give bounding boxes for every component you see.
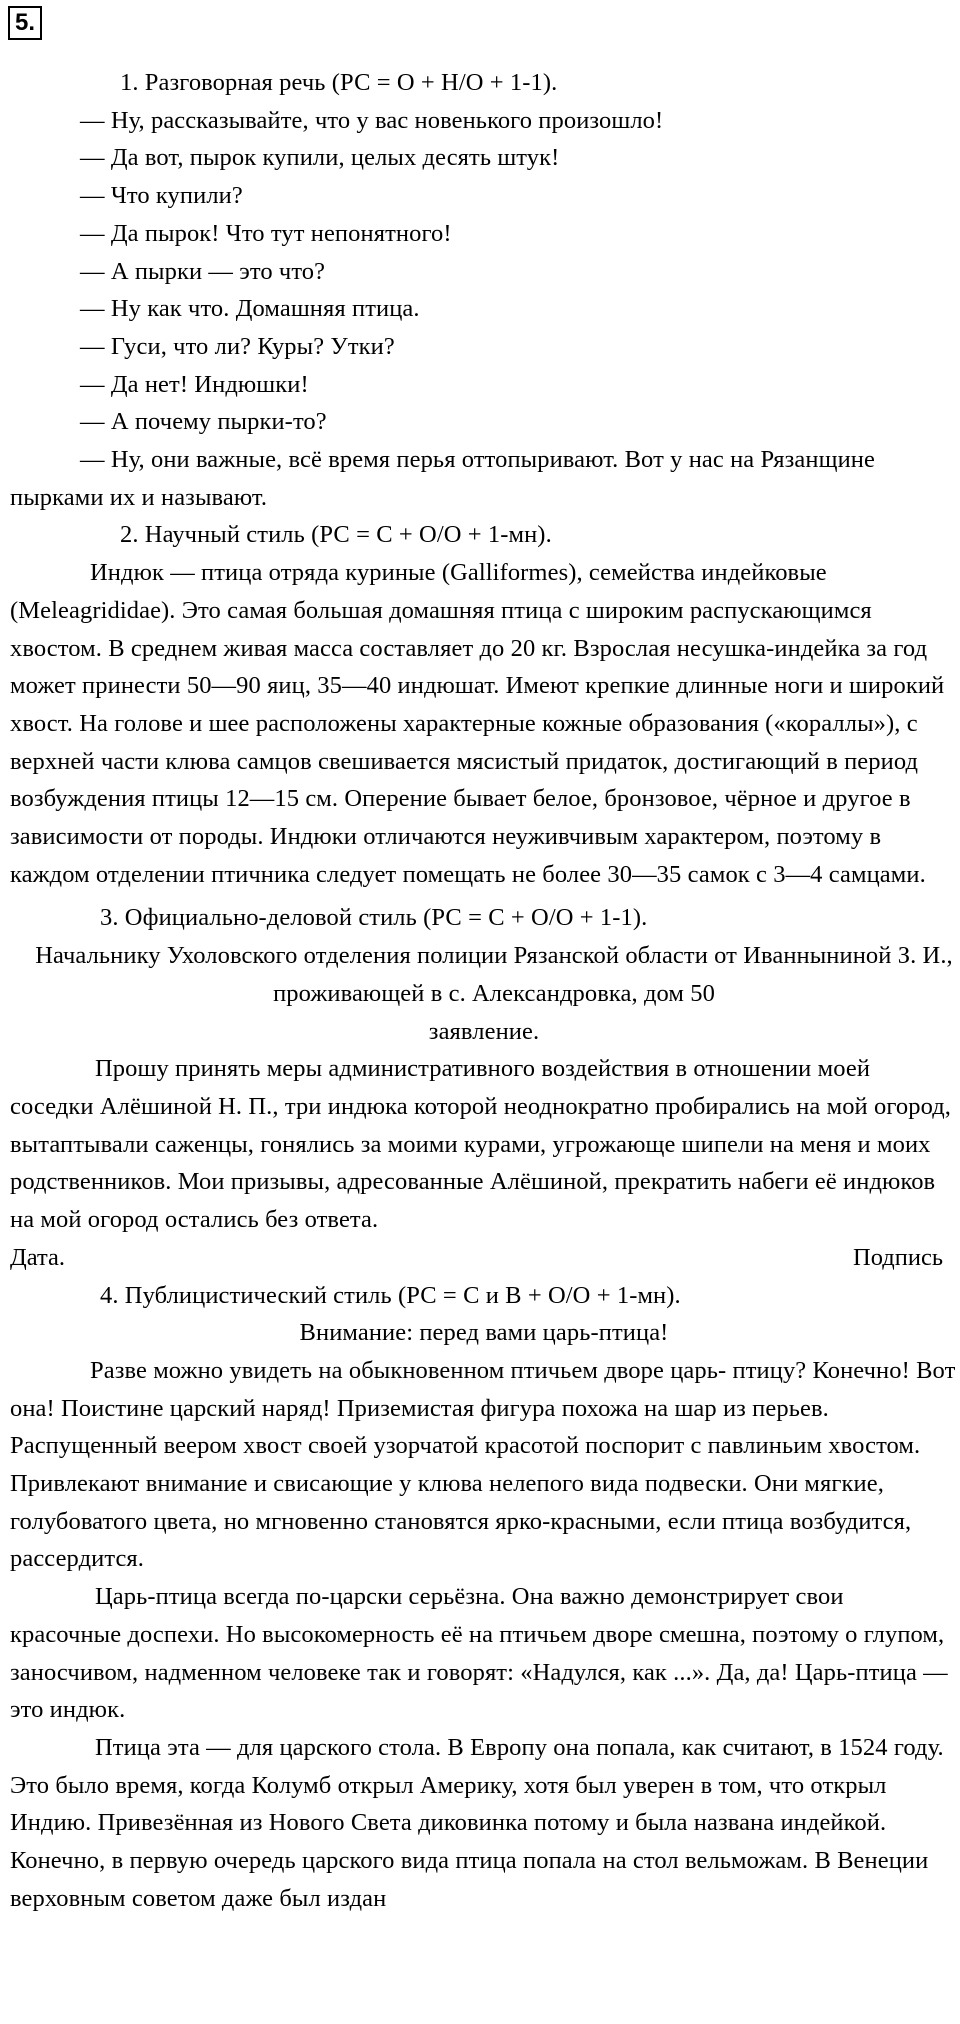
document-body <box>10 64 958 1917</box>
publicistic-heading: 4. Публицистический стиль (РС = С и В + О/О + 1-мн). <box>100 1281 681 1309</box>
dialogue-line: — Ну как что. Домашняя птица. <box>80 295 420 323</box>
dialogue-line: — Ну, они важные, всё время перья оттопыривают. Вот у нас на Рязанщине пырками их и называют. <box>10 446 875 511</box>
publicistic-paragraph: Разве можно увидеть на обыкновенном птичьем дворе царь- птицу? Конечно! Вот она! Поистине царский наряд! Приземистая фигура похожа на шар из перьев. Распущенный веером хвост своей узорчатой красотой поспорит с павлиньим хвостом. Привлекают внимание и свисающие у клюва нелепого вида подвески. Они мягкие, голубоватого цвета, но мгновенно становятся ярко-красными, если птица возбудится, рассердится. <box>10 1356 956 1573</box>
scientific-heading: 2. Научный стиль (РС = С + О/О + 1-мн). <box>120 521 552 549</box>
dialogue-line: — Да пырок! Что тут непонятного! <box>80 219 452 247</box>
dialogue-line: — А почему пырки-то? <box>80 408 327 436</box>
official-body: Прошу принять меры административного воздействия в отношении моей соседки Алёшиной Н. П., три индюка которой неоднократно пробирались на мой огород, вытаптывали саженцы, гонялись за моими курами, угрожающе шипели на меня и моих родственников. Мои призывы, адресованные Алёшиной, прекратить набеги её индюков на мой огород остались без ответа. <box>10 1055 952 1234</box>
date-label: Дата. <box>10 1243 65 1271</box>
dialogue-line: — А пырки — это что? <box>80 257 326 285</box>
task-number-badge: 5. <box>8 6 42 40</box>
dialogue-line: — Да нет! Индюшки! <box>80 370 309 398</box>
dialogue-line: — Да вот, пырок купили, целых десять штук! <box>80 144 560 172</box>
publicistic-title: Внимание: перед вами царь-птица! <box>299 1319 669 1347</box>
official-title: заявление. <box>428 1017 540 1045</box>
official-addressee: Начальнику Ухоловского отделения полиции Рязанской области от Иванныниной З. И., проживающей в с. Александровка, дом 50 <box>35 942 953 1007</box>
scientific-paragraph: Индюк — птица отряда куриные (Galliformes), семейства индейковые (Meleagrididae). Это самая большая домашняя птица с широким распускающимся хвостом. В среднем живая масса составляет до 20 кг. Взрослая несушка-индейка за год может принести 50—90 яиц, 35—40 индюшат. Имеют крепкие длинные ноги и широкий хвост. На голове и шее расположены характерные кожные образования («кораллы»), с верхней части клюва самцов свешивается мясистый придаток, достигающий в период возбуждения птицы 12—15 см. Оперение бывает белое, бронзовое, чёрное и другое в зависимости от породы. Индюки отличаются неуживчивым характером, поэтому в каждом отделении птичника следует помещать не более 30—35 самок с 3—4 самцами. <box>10 559 945 888</box>
dialogue-line: — Гуси, что ли? Куры? Утки? <box>80 332 395 360</box>
conversational-heading: 1. Разговорная речь (РС = О + Н/О + 1-1). <box>120 69 558 96</box>
publicistic-paragraph: Птица эта — для царского стола. В Европу она попала, как считают, в 1524 году. Это было время, когда Колумб открыл Америку, хотя был уверен в том, что открыл Индию. Привезённая из Нового Света диковинка потому и была названа индейкой. Конечно, в первую очередь царского вида птица попала на стол вельможам. В Венеции верховным советом даже был издан <box>10 1733 944 1912</box>
signature-label: Подпись <box>853 1243 943 1271</box>
official-heading: 3. Официально-деловой стиль (РС = С + О/О + 1-1). <box>100 904 648 932</box>
publicistic-paragraph: Царь-птица всегда по-царски серьёзна. Она важно демонстрирует свои красочные доспехи. Но высокомерность её на птичьем дворе смешна, поэтому о глупом, заносчивом, надменном человеке так и говорят: «Надулся, как ...». Да, да! Царь-птица — это индюк. <box>10 1583 948 1724</box>
dialogue-line: — Что купили? <box>80 182 243 210</box>
dialogue-line: — Ну, рассказывайте, что у вас новенького произошло! <box>80 106 664 134</box>
date-signature-row <box>10 1239 958 1277</box>
